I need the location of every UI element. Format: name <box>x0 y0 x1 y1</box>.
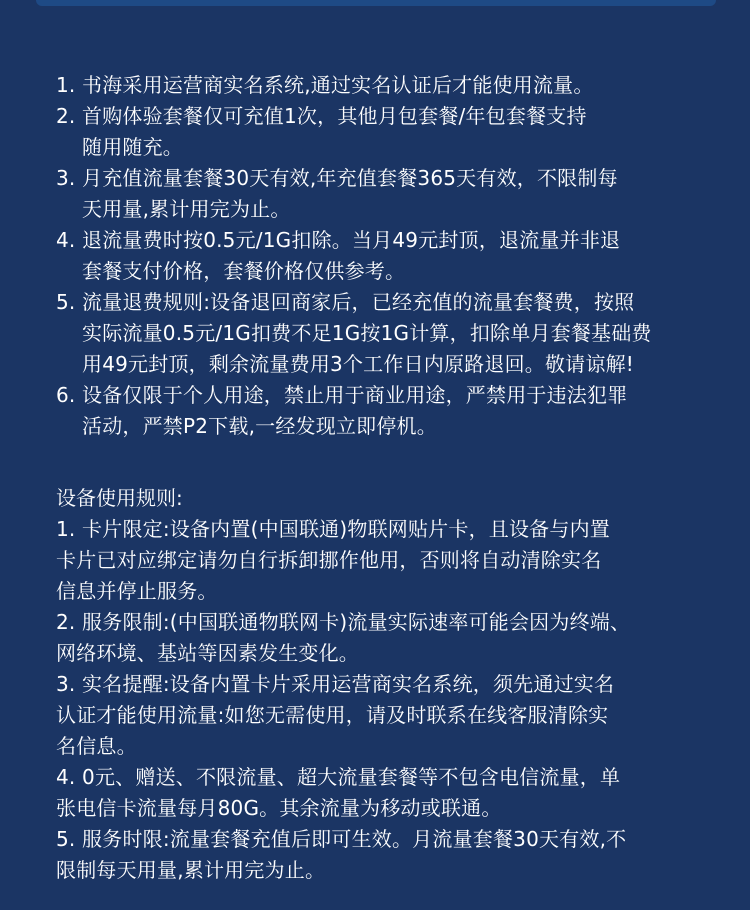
rule-item-2: 2. 服务限制:(中国联通物联网卡)流量实际速率可能会因为终端、 网络环境、基站等因素发生变化。 <box>56 610 631 665</box>
rule-item-5: 5. 服务时限:流量套餐充值后即可生效。月流量套餐30天有效,不 限制每天用量,累计用完为止。 <box>56 827 627 882</box>
device-usage-rules <box>56 483 726 886</box>
notice-text: 月充值流量套餐30天有效,年充值套餐365天有效，不限制每 天用量,累计用完为止。 <box>82 166 618 221</box>
notice-text: 流量退费规则:设备退回商家后，已经充值的流量套餐费，按照 实际流量0.5元/1G扣费不足1G按1G计算，扣除单月套餐基础费 用49元封顶，剩余流量费用3个工作日内原路退回。敬请谅解! <box>82 290 652 376</box>
notice-number: 4. <box>56 228 76 252</box>
notice-number: 6. <box>56 383 76 407</box>
rules-heading: 设备使用规则: <box>56 486 183 510</box>
notice-text: 设备仅限于个人用途，禁止用于商业用途，严禁用于违法犯罪 活动，严禁P2下载,一经发现立即停机。 <box>82 383 628 438</box>
notice-number: 2. <box>56 104 76 128</box>
top-banner-edge <box>36 0 716 6</box>
notice-item-2 <box>56 101 726 163</box>
notice-item-1 <box>56 70 726 101</box>
rule-item-4: 4. 0元、赠送、不限流量、超大流量套餐等不包含电信流量，单 张电信卡流量每月80G。其余流量为移动或联通。 <box>56 765 621 820</box>
notice-item-6 <box>56 380 726 442</box>
notice-number: 5. <box>56 290 76 314</box>
rule-item-3: 3. 实名提醒:设备内置卡片采用运营商实名系统，须先通过实名 认证才能使用流量:如您无需使用，请及时联系在线客服清除实 名信息。 <box>56 672 615 758</box>
notice-text: 退流量费时按0.5元/1G扣除。当月49元封顶，退流量并非退 套餐支付价格，套餐价格仅供参考。 <box>82 228 621 283</box>
notice-number: 1. <box>56 73 76 97</box>
notice-item-4 <box>56 225 726 287</box>
notice-item-5 <box>56 287 726 380</box>
notice-text: 首购体验套餐仅可充值1次，其他月包套餐/年包套餐支持 随用随充。 <box>82 104 587 159</box>
notice-item-3 <box>56 163 726 225</box>
notice-text: 书海采用运营商实名系统,通过实名认证后才能使用流量。 <box>82 73 594 97</box>
notice-number: 3. <box>56 166 76 190</box>
notice-list <box>56 70 726 442</box>
rule-item-1: 1. 卡片限定:设备内置(中国联通)物联网贴片卡，且设备与内置 卡片已对应绑定请勿自行拆卸挪作他用，否则将自动清除实名 信息并停止服务。 <box>56 517 610 603</box>
